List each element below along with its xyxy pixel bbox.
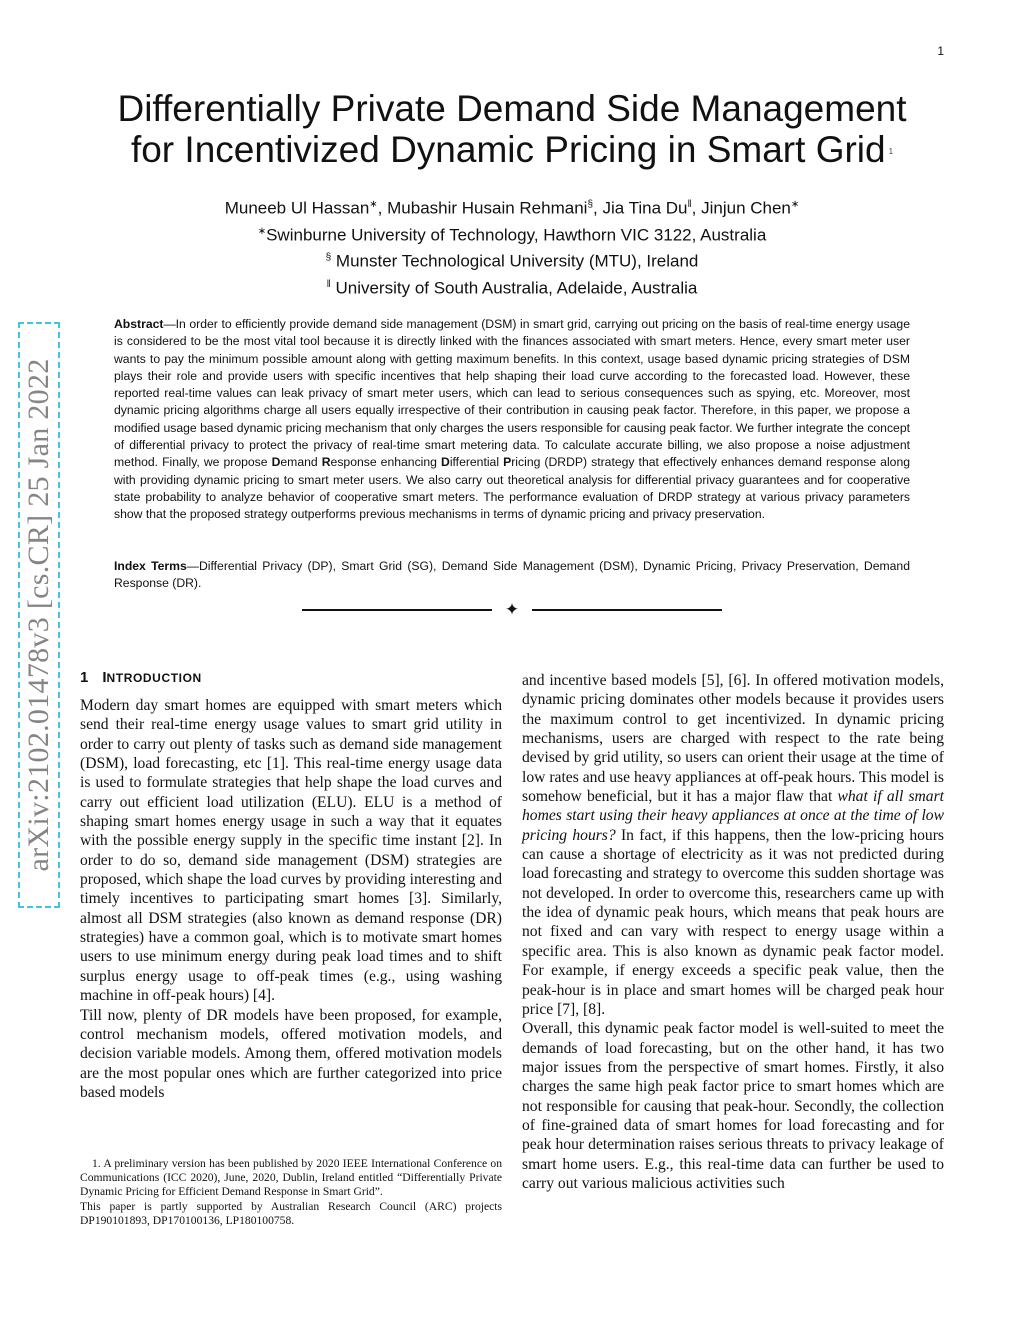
divider-line (302, 609, 492, 611)
index-terms-text: —Differential Privacy (DP), Smart Grid (SG), Demand Side Management (DSM), Dynamic Pricing, Privacy Preservation, Demand Response (DR). (114, 559, 910, 591)
divider-diamond-icon: ✦ (504, 600, 520, 620)
left-column (80, 696, 502, 1102)
affiliation-mark: ‖ (326, 278, 331, 290)
acronym-letter: D (441, 455, 450, 470)
affiliation-text: Munster Technological University (MTU), Ireland (335, 251, 699, 271)
author-name: Mubashir Husain Rehmani (387, 198, 588, 218)
footnote-preliminary: 1. A preliminary version has been published by 2020 IEEE International Conference on Communications (ICC 2020), June, 2020, Dublin, Ireland entitled “Differentially Private Dynamic Pricing for Efficient Demand Response in Smart Grid”. (80, 1157, 502, 1199)
abstract-text: —In order to efficiently provide demand side management (DSM) in smart grid, carrying out pricing on the basis of real-time energy usage is considered to be the most vital tool because it is directly linked with the finances associated with smart meters. Hence, every smart meter user wants to pay the minimum possible amount along with getting maximum benefits. In this context, usage based dynamic pricing strategies of DSM plays their role and provide users with specific incentives that help shaping their load curve according to the forecasted load. However, these reported real-time values can leak privacy of smart meter users, which can lead to serious consequences such as spying, etc. Moreover, most dynamic pricing algorithms charge all users equally irrespective of their contribution in causing peak factor. Therefore, in this paper, we propose a modified usage based dynamic pricing mechanism that only charges the users responsible for causing peak factor. We further integrate the concept of differential privacy to protect the privacy of real-time smart metering data. To calculate accurate billing, we also propose a noise adjustment method. Finally, we propose (114, 317, 910, 470)
affiliation-mark: § (325, 252, 332, 264)
paper-title (60, 88, 964, 172)
author-mark: ∗ (790, 199, 800, 210)
divider-line (532, 609, 722, 611)
arxiv-stamp-text: arXiv:2102.01478v3 [cs.CR] 25 Jan 2022 (22, 358, 55, 872)
author-name: Jia Tina Du (602, 198, 688, 218)
affiliation-text: University of South Australia, Adelaide, Australia (335, 278, 698, 298)
acronym-letter: D (271, 455, 281, 470)
body-paragraph: Till now, plenty of DR models have been proposed, for example, control mechanism models, offered motivation models, and decision variable models. Among them, offered motivation models are the most popular ones which are further categorized into price based models (80, 1006, 502, 1101)
arxiv-stamp (18, 322, 60, 908)
paragraph-text: In fact, if this happens, then the low-pricing hours can cause a shortage of electricity as it was not predicted during load forecasting and strategy to overcome this sudden shortage was not developed. In order to overcome this, researchers came up with the idea of dynamic peak hours, which means that peak hours are not fixed and can vary with respect to energy usage within a specific area. This is also known as dynamic peak factor model. For example, if energy exceeds a specific peak value, then the peak-hour is in place and smart homes will be charged peak hour price [7], [8]. (522, 826, 944, 1018)
footnote-funding: This paper is partly supported by Australian Research Council (ARC) projects DP190101893, DP170100136, LP180100758. (80, 1199, 502, 1227)
right-column (522, 671, 944, 1193)
body-paragraph: Overall, this dynamic peak factor model is well-suited to meet the demands of load forecasting, but on the other hand, it has two major issues from the perspective of smart homes. Firstly, it also charges the same high peak factor price to smart homes which are not responsible for causing that peak-hour. Secondly, the collection of fine-grained data of smart homes for load forecasting and for peak hour determination raises serious threats to privacy leakage of smart home users. E.g., this real-time data can further be used to carry out various malicious activities such (522, 1020, 944, 1192)
author-block (60, 193, 964, 300)
acronym-rest: esponse enhancing (330, 455, 441, 470)
affiliation-mark: ∗ (257, 225, 267, 237)
author-name: Muneeb Ul Hassan (224, 198, 370, 218)
acronym-letter: P (503, 455, 512, 470)
section-title-rest: NTRODUCTION (106, 671, 202, 685)
title-line-1: Differentially Private Demand Side Management (117, 88, 907, 129)
acronym-letter: R (321, 455, 331, 470)
author-list: Muneeb Ul Hassan∗, Mubashir Husain Rehmani§, Jia Tina Du‖, Jinjun Chen∗ (224, 198, 800, 218)
author-mark: ∗ (369, 199, 378, 210)
acronym-rest: emand (280, 455, 322, 470)
abstract (114, 316, 910, 524)
italic-question: what if all smart homes start using their heavy appliances at once at the time of low pricing hours? (522, 788, 944, 844)
affiliation (60, 220, 964, 247)
acronym-rest: ifferential (449, 455, 504, 470)
title-footnote-mark: 1 (888, 147, 894, 156)
index-terms (114, 558, 910, 593)
section-heading (80, 669, 202, 686)
affiliation (60, 246, 964, 273)
author-mark: ‖ (687, 199, 692, 210)
body-paragraph: Modern day smart homes are equipped with smart meters which send their real-time energy usage values to smart grid utility in order to carry out plenty of tasks such as demand side management (DSM), load forecasting, etc [1]. This real-time energy usage data is used to formulate strategies that help shape the load curves and carry out efficient load utilization (ELU). ELU is a method of shaping smart homes energy usage in such a way that it equates with the possible energy supply in the specific time instant [2]. In order to do so, demand side management (DSM) strategies are proposed, which shape the load curves by providing interesting and timely incentives to participating smart homes [3]. Similarly, almost all DSM strategies (also known as demand response (DR) strategies) have a common goal, which is to motivate smart homes users to use minimum energy during peak load times and to shift surplus energy usage to off-peak times (e.g., using washing machine in off-peak hours) [4]. (80, 697, 502, 1005)
author-name: Jinjun Chen (701, 198, 791, 218)
page-number: 1 (937, 44, 944, 58)
acronym-rest: ricing (511, 455, 541, 470)
body-paragraph (522, 671, 944, 1019)
title-line-2: for Incentivized Dynamic Pricing in Smart Grid (130, 129, 886, 170)
section-number: 1 (80, 669, 89, 686)
author-mark: § (587, 199, 594, 210)
affiliation-text: Swinburne University of Technology, Hawthorn VIC 3122, Australia (266, 225, 767, 245)
abstract-text: (DRDP) strategy that effectively enhances demand response along with providing dynamic pricing to smart meter users. We also carry out theoretical analysis for differential privacy guarantees and for cooperative state probability to analyze behavior of cooperative smart meters. The performance evaluation of DRDP strategy at various privacy parameters show that the proposed strategy outperforms previous mechanisms in terms of dynamic pricing and privacy preservation. (114, 455, 910, 522)
index-terms-label: Index Terms (114, 559, 187, 573)
paragraph-text: and incentive based models [5], [6]. In offered motivation models, dynamic pricing dominates other models because it provides users the maximum control to get incentivized. In dynamic pricing mechanisms, users are charged with respect to the rate being devised by grid utility, so users can orient their usage at the time of low rates and use heavy appliances at off-peak hours. This model is somehow beneficial, but it has a major flaw that (522, 672, 944, 806)
abstract-label: Abstract (114, 317, 164, 331)
section-title-first: I (102, 669, 107, 686)
affiliation (60, 273, 964, 300)
section-divider (302, 600, 722, 620)
footnotes (80, 1157, 502, 1228)
